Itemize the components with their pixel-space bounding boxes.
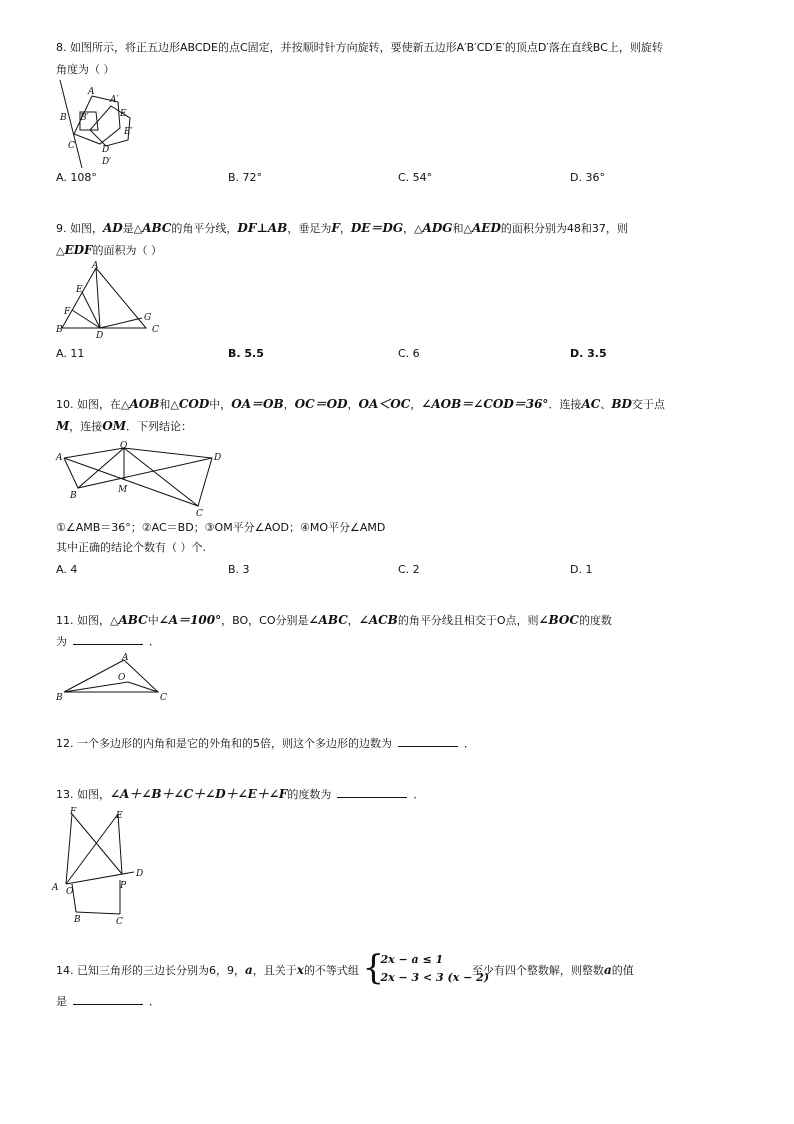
label-B-prime: B′ — [80, 113, 89, 123]
label-A: A — [56, 453, 63, 463]
label-B: B — [56, 693, 63, 703]
question-13: 13. 如图，∠A＋∠B＋∠C＋∠D＋∠E＋∠F的度数为 ． — [56, 787, 425, 801]
label-A: A — [92, 261, 99, 271]
answer-blank[interactable] — [73, 994, 143, 1005]
star-angles-figure — [52, 804, 152, 928]
label-P: P — [120, 881, 127, 891]
answer-blank[interactable] — [73, 634, 143, 645]
question-10: 10. 如图，在△AOB和△COD中，OA＝OB，OC＝OD，OA＜OC，∠AOB＝∠COD＝36°．连接AC、BD交于点 M，连接OM．下列结论： — [56, 397, 665, 433]
question-12: 12. 一个多边形的内角和是它的外角和的5倍，则这个多边形的边数为 ． — [56, 737, 475, 750]
label-O: O — [66, 887, 74, 897]
bisector-triangle-figure — [56, 652, 176, 702]
label-F: F — [70, 807, 77, 817]
label-A: A — [52, 883, 59, 893]
label-E: E — [116, 811, 123, 821]
triangle-bisector-figure — [56, 262, 166, 342]
count-prompt: 其中正确的结论个数有（ ）个. — [56, 541, 206, 554]
inequality-2: 2x − 3 < 3 (x − 2) — [380, 971, 490, 984]
pentagon-rotation-figure — [56, 78, 146, 172]
option-d[interactable]: D. 36° — [570, 171, 605, 184]
question-number: 12. — [56, 737, 74, 750]
question-number: 10. — [56, 398, 74, 411]
question-number: 14. — [56, 964, 74, 977]
label-F: F — [64, 307, 71, 317]
label-D: D — [136, 869, 144, 879]
option-a[interactable]: A. 108° — [56, 171, 97, 184]
label-O: O — [118, 673, 126, 683]
label-D: D — [214, 453, 222, 463]
inequality-system — [362, 948, 490, 988]
label-D: D — [96, 331, 104, 341]
label-B: B — [74, 915, 81, 925]
question-8 — [56, 40, 746, 78]
question-number: 11. — [56, 614, 74, 627]
question-9: 9. 如图，AD是△ABC的角平分线，DF⊥AB，垂足为F，DE＝DG，△ADG和△AED的面积分别为48和37，则 △EDF的面积为（ ） — [56, 221, 628, 257]
question-text: 如图所示，将正五边形ABCDE的点C固定，并按顺时针方向旋转，要使新五边形A′B′CD′E′的顶点D′落在直线BC上，则旋转 — [70, 41, 663, 54]
label-C: C — [160, 693, 167, 703]
label-E-prime: E′ — [124, 127, 133, 137]
two-triangles-figure — [56, 440, 236, 519]
option-c[interactable]: C. 54° — [398, 171, 433, 184]
label-B: B — [60, 113, 67, 123]
label-A: A — [88, 87, 95, 97]
question-14-line2: 是 ． — [56, 995, 160, 1008]
label-A: A — [122, 653, 129, 663]
question-11: 11. 如图，△ABC中∠A＝100°，BO，CO分别是∠ABC，∠ACB的角平分线且相交于O点，则∠BOC的度数 为 ． — [56, 613, 612, 648]
label-O: O — [120, 441, 128, 451]
question-number: 13. — [56, 788, 74, 801]
label-C: C — [68, 141, 75, 151]
option-b[interactable]: B. 5.5 — [228, 347, 264, 360]
label-G: G — [144, 313, 152, 323]
answer-blank[interactable] — [398, 736, 458, 747]
option-d[interactable]: D. 3.5 — [570, 347, 607, 360]
label-A-prime: A′ — [110, 95, 119, 105]
question-14: 14. 已知三角形的三边长分别为6，9，a，且关于x的不等式组 { 2x − a ≤ 1 2x − 3 < 3 (x − 2) 至少有四个整数解，则整数a的值 — [56, 948, 634, 988]
option-b[interactable]: B. 3 — [228, 563, 250, 576]
option-c[interactable]: C. 6 — [398, 347, 420, 360]
label-D-prime: D′ — [102, 157, 112, 167]
option-d[interactable]: D. 1 — [570, 563, 593, 576]
question-text-line2: 角度为（ ） — [56, 63, 115, 76]
label-C: C — [116, 917, 123, 927]
question-number: 9. — [56, 222, 67, 235]
left-brace-icon: { — [362, 948, 385, 988]
label-C: C — [152, 325, 159, 335]
label-C: C — [196, 509, 203, 519]
answer-blank[interactable] — [337, 787, 407, 798]
label-M: M — [118, 485, 128, 495]
label-E: E — [76, 285, 83, 295]
conclusions: ①∠AMB＝36°；②AC＝BD；③OM平分∠AOD；④MO平分∠AMD — [56, 521, 386, 534]
label-D: D — [102, 145, 110, 155]
option-a[interactable]: A. 11 — [56, 347, 85, 360]
option-a[interactable]: A. 4 — [56, 563, 78, 576]
option-b[interactable]: B. 72° — [228, 171, 263, 184]
label-B: B — [70, 491, 77, 501]
question-number: 8. — [56, 41, 67, 54]
label-E: E — [120, 109, 127, 119]
inequality-1: 2x − a ≤ 1 — [380, 953, 444, 966]
option-c[interactable]: C. 2 — [398, 563, 420, 576]
label-B: B — [56, 325, 63, 335]
